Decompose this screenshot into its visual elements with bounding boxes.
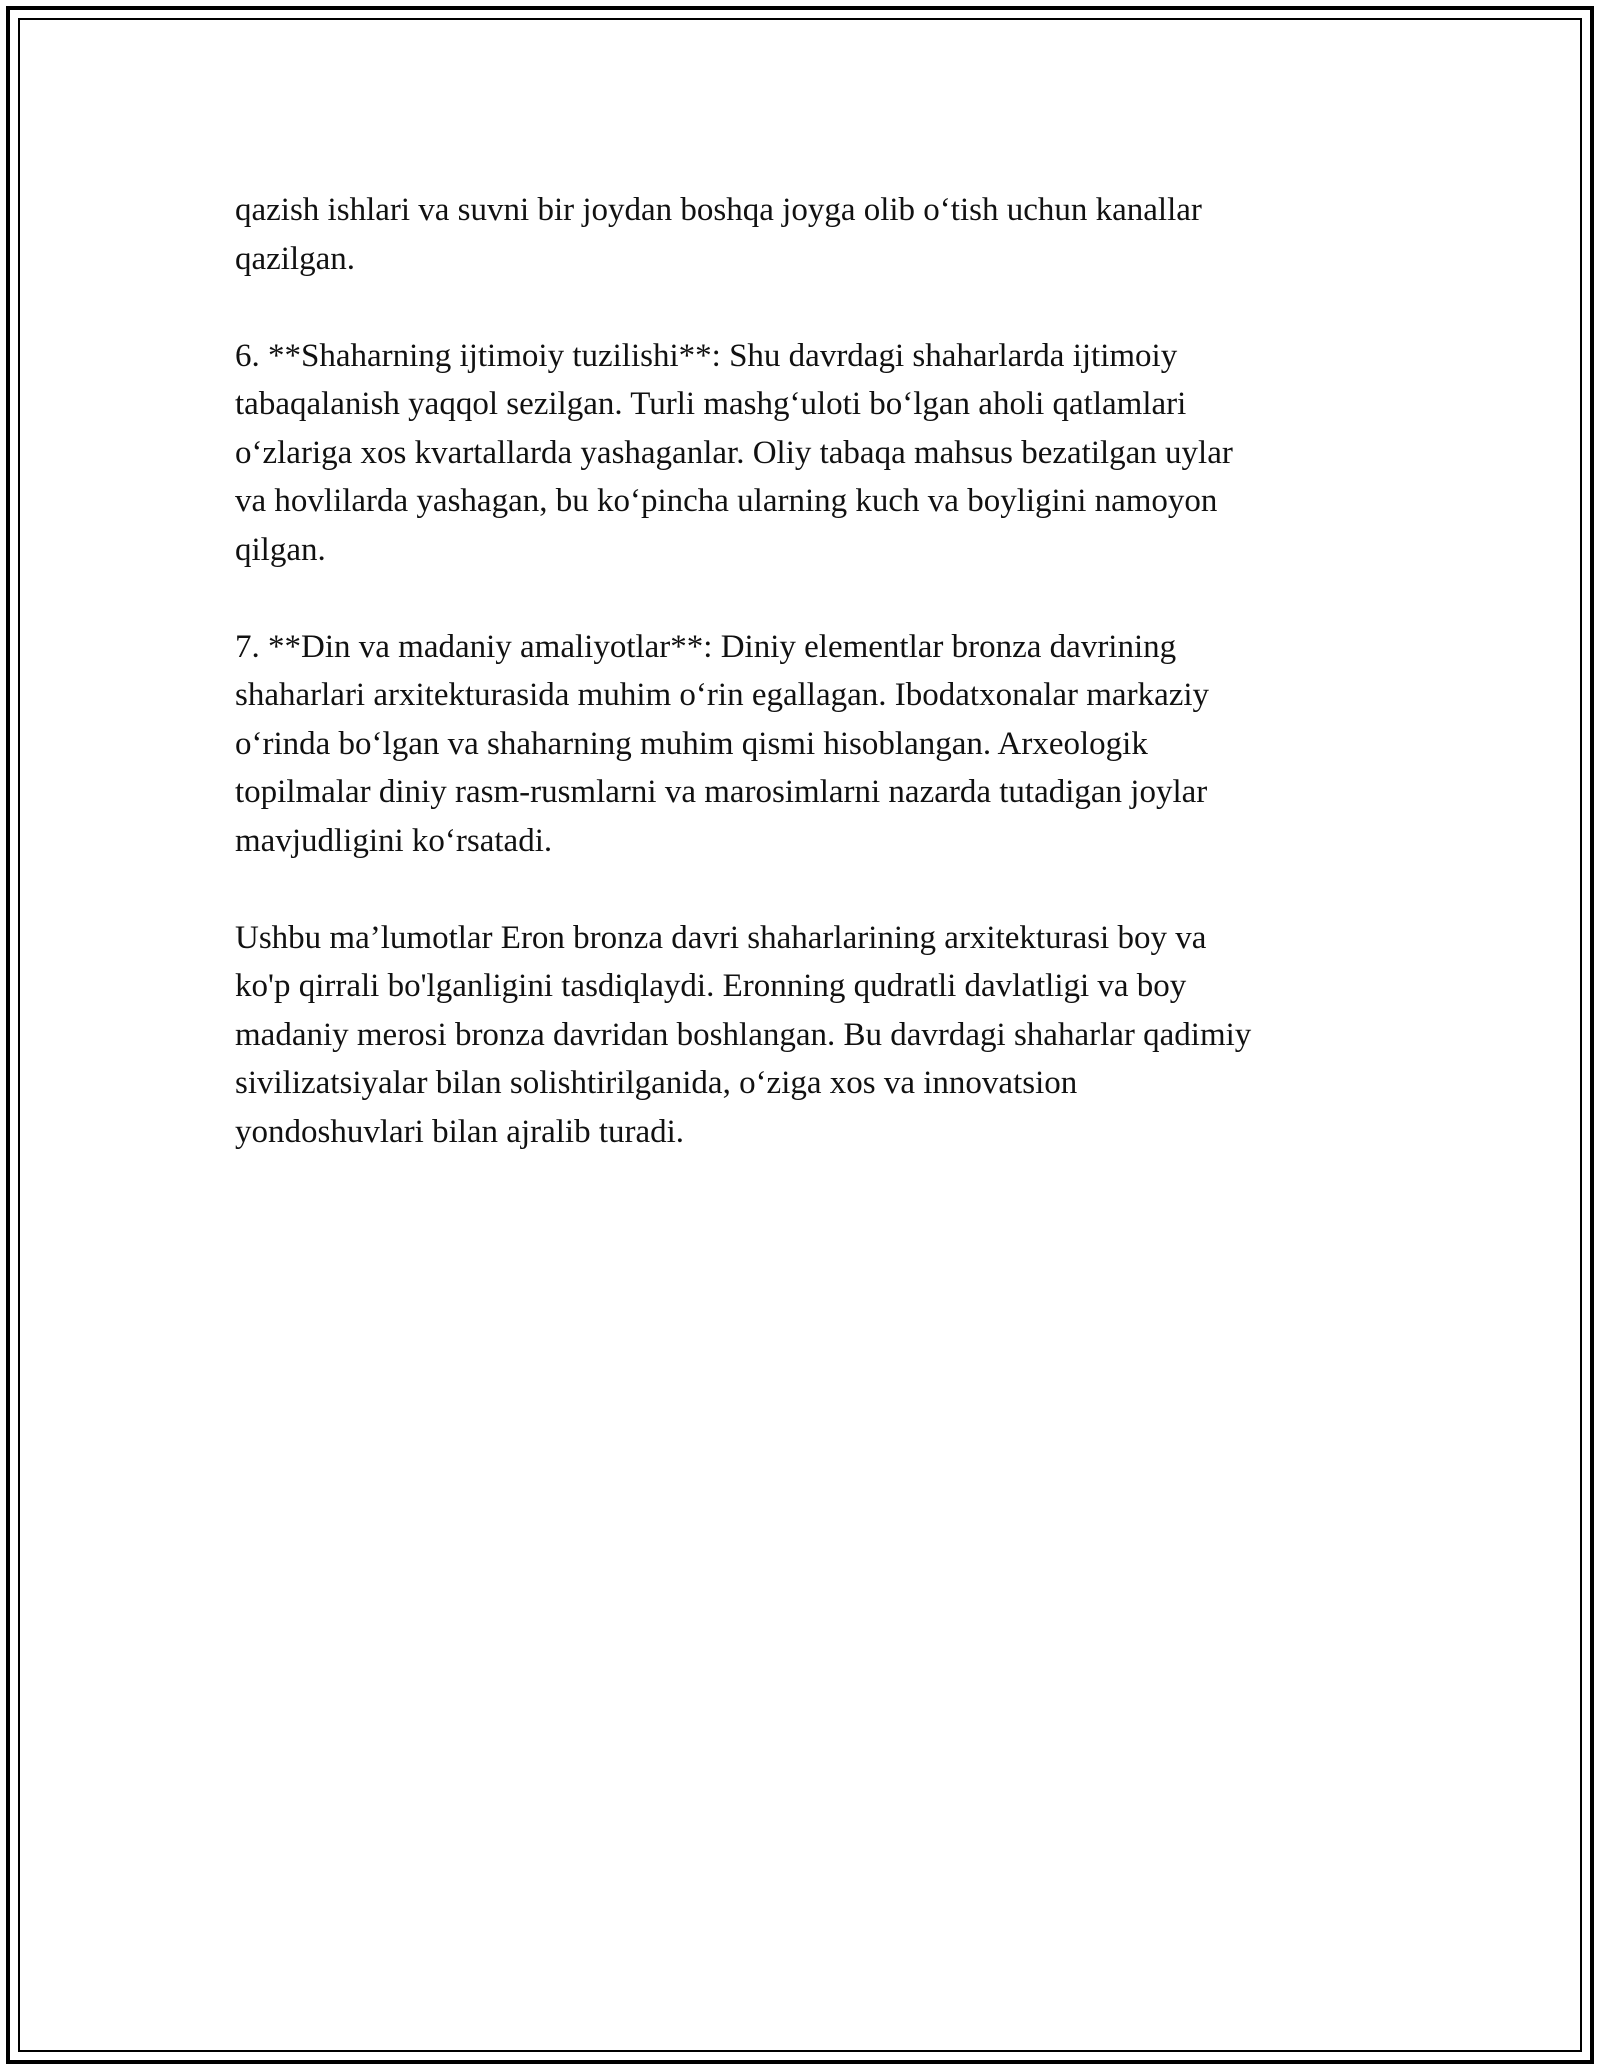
paragraph-religion-culture: 7. **Din va madaniy amaliyotlar**: Diniy elementlar bronza davrining shaharlari arxitekturasida muhim oʻrin egallagan. Ibodatxonalar markaziy oʻrinda boʻlgan va shaharning muhim qismi hisoblangan. Arxeologik topilmalar diniy rasm-rusmlarni va marosimlarni nazarda tutadigan joylar mavjudligini koʻrsatadi. — [235, 628, 1210, 859]
document-body — [235, 186, 1395, 1205]
paragraph-conclusion: Ushbu ma’lumotlar Eron bronza davri shaharlarining arxitekturasi boy va ko'p qirrali bo'lganligini tasdiqlaydi. Eronning qudratli davlatligi va boy madaniy merosi bronza davridan boshlangan. Bu davrdagi shaharlar qadimiy sivilizatsiyalar bilan solishtirilganida, oʻziga xos va innovatsion yondoshuvlari bilan ajralib turadi. — [235, 919, 1252, 1150]
paragraph-social-structure: 6. **Shaharning ijtimoiy tuzilishi**: Shu davrdagi shaharlarda ijtimoiy tabaqalanish yaqqol sezilgan. Turli mashgʻuloti boʻlgan aholi qatlamlari oʻzlariga xos kvartallarda yashaganlar. Oliy tabaqa mahsus bezatilgan uylar va hovlilarda yashagan, bu koʻpincha ularning kuch va boyligini namoyon qilgan. — [235, 337, 1233, 568]
paragraph-canals: qazish ishlari va suvni bir joydan boshqa joyga olib oʻtish uchun kanallar qazilgan. — [235, 192, 1202, 277]
